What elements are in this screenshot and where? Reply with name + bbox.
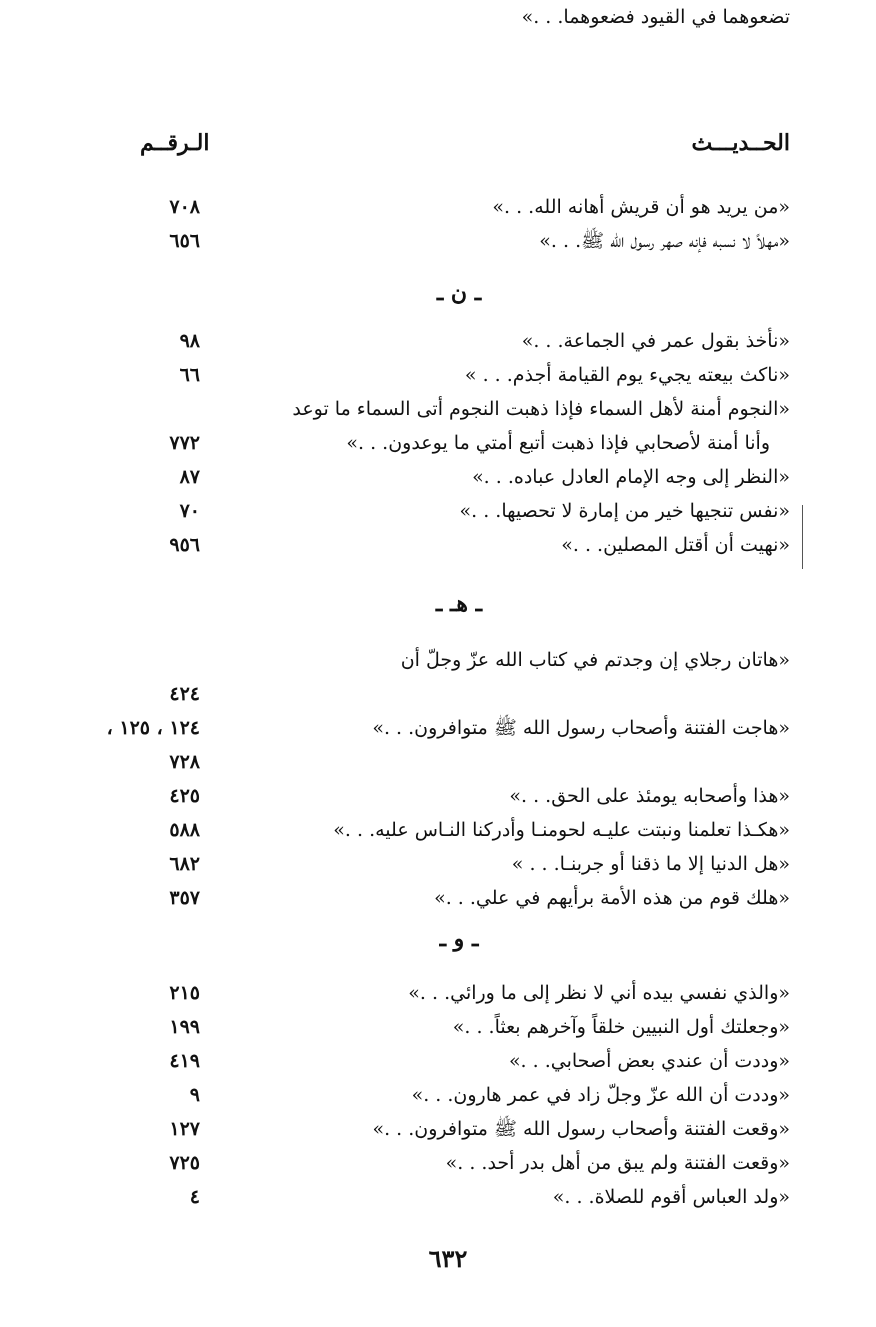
- index-entry-number-row: [0, 1180, 876, 1214]
- section-letter-label: ـ و ـ: [439, 926, 479, 952]
- hadith-text: «هذا وأصحابه يومئذ على الحق. . .»: [509, 785, 790, 807]
- reference-number: ١٢٤ ، ١٢٥ ،: [106, 717, 200, 739]
- index-entry-number-row: [0, 1010, 876, 1044]
- hadith-text: «وددت أن عندي بعض أصحابي. . .»: [508, 1050, 790, 1072]
- section-letter: [0, 922, 876, 956]
- hadith-text: «وددت أن الله عزّ وجلّ زاد في عمر هارون. . .»: [411, 1084, 790, 1106]
- reference-number: ٤: [189, 1186, 200, 1208]
- hadith-text: «هل الدنيا إلا ما ذقنا أو جربنـا. . . »: [511, 853, 790, 875]
- reference-number: ٦٥٦: [169, 230, 200, 252]
- hadith-text: «نفس تنجيها خير من إمارة لا تحصيها. . .»: [459, 500, 790, 522]
- index-entry-number-row: [0, 881, 876, 915]
- hadith-text: «نأخذ بقول عمر في الجماعة. . .»: [521, 330, 790, 352]
- index-entry-number-row: [0, 426, 876, 460]
- hadith-text: «نهيت أن أقتل المصلين. . .»: [561, 534, 790, 556]
- reference-number: ٤٢٤: [169, 683, 200, 705]
- index-entry-number-row: [0, 1146, 876, 1180]
- index-entry-number-row: [0, 460, 876, 494]
- margin-line: [802, 505, 803, 569]
- index-entry-number-row: [0, 976, 876, 1010]
- index-entry-number-row: [0, 494, 876, 528]
- index-entry-line: [0, 0, 876, 34]
- section-letter-label: ـ هـ ـ: [435, 591, 483, 617]
- reference-number: ٢١٥: [169, 982, 200, 1004]
- hadith-text: «مهلاً لا نسبه فإنه صهر رسول الله ﷺ. . .»: [539, 230, 790, 252]
- index-entry-number-row: [0, 1044, 876, 1078]
- reference-number: ٧٠: [179, 500, 200, 522]
- reference-number: ١٢٧: [169, 1118, 200, 1140]
- hadith-text: «من يريد هو أن قريش أهانه الله. . .»: [492, 196, 790, 218]
- hadith-text: «هاجت الفتنة وأصحاب رسول الله ﷺ متوافرون. . .»: [372, 717, 790, 739]
- column-header-number: الـرقــم: [140, 130, 210, 156]
- index-entry-number-row: [0, 779, 876, 813]
- index-entry-number-row: [0, 324, 876, 358]
- reference-number: ٣٥٧: [169, 887, 200, 909]
- index-entry-number-row: [0, 528, 876, 562]
- reference-number: ٦٦: [179, 364, 200, 386]
- index-entry-number-row: [0, 813, 876, 847]
- reference-number: ٩٥٦: [169, 534, 200, 556]
- reference-number: ٥٨٨: [169, 819, 200, 841]
- reference-number: ٨٧: [179, 466, 200, 488]
- reference-number: ٧٠٨: [169, 196, 200, 218]
- index-entry-number-row: [0, 1112, 876, 1146]
- hadith-text: وأنا أمنة لأصحابي فإذا ذهبت أتبع أمتي ما يوعدون. . .»: [346, 432, 770, 454]
- index-entry-number-row: [0, 1078, 876, 1112]
- reference-number: ١٩٩: [169, 1016, 200, 1038]
- section-letter: [0, 587, 876, 621]
- reference-number: ٤١٩: [169, 1050, 200, 1072]
- column-header-hadith: الحــديـــث: [691, 130, 790, 156]
- hadith-text: «النظر إلى وجه الإمام العادل عباده. . .»: [472, 466, 790, 488]
- index-entry-number-row: [0, 224, 876, 258]
- hadith-text: «ناكث بيعته يجيء يوم القيامة أجذم. . . »: [464, 364, 790, 386]
- reference-number: ٩: [189, 1084, 200, 1106]
- reference-number: ٤٢٥: [169, 785, 200, 807]
- hadith-text: «وقعت الفتنة ولم يبق من أهل بدر أحد. . .»: [445, 1152, 790, 1174]
- hadith-text: «النجوم أمنة لأهل السماء فإذا ذهبت النجوم أتى السماء ما توعد: [292, 398, 790, 420]
- reference-number: ٩٨: [179, 330, 200, 352]
- reference-number: ٧٢٨: [169, 751, 200, 773]
- hadith-text: «هلك قوم من هذه الأمة برأيهم في علي. . .»: [434, 887, 790, 909]
- section-letter-label: ـ ن ـ: [436, 280, 482, 306]
- hadith-text: «هاتان رجلاي إن وجدتم في كتاب الله عزّ وجلّ أن: [400, 649, 790, 671]
- index-entry-line: [0, 392, 876, 426]
- reference-number: ٧٧٢: [169, 432, 200, 454]
- page-number: ٦٣٢: [428, 1244, 468, 1273]
- index-entry-line: [0, 643, 876, 677]
- hadith-text: «ولد العباس أقوم للصلاة. . .»: [552, 1186, 790, 1208]
- hadith-text: «هكـذا تعلمنا ونبتت عليـه لحومنـا وأدركنا النـاس عليه. . .»: [333, 819, 790, 841]
- index-entry-number-row: [0, 745, 876, 779]
- index-entry-number-row: [0, 847, 876, 881]
- hadith-text: «والذي نفسي بيده أني لا نظر إلى ما ورائي. . .»: [408, 982, 790, 1004]
- hadith-text: «وجعلتك أول النبيين خلقاً وآخرهم بعثاً. . .»: [452, 1016, 790, 1038]
- section-letter: [0, 276, 876, 310]
- index-entry-number-row: [0, 711, 876, 745]
- hadith-text: تضعوهما في القيود فضعوهما. . .»: [521, 6, 790, 28]
- hadith-text: «وقعت الفتنة وأصحاب رسول الله ﷺ متوافرون. . .»: [372, 1118, 790, 1140]
- reference-number: ٧٢٥: [169, 1152, 200, 1174]
- reference-number: ٦٨٢: [169, 853, 200, 875]
- index-entry-number-row: [0, 677, 876, 711]
- index-entry-number-row: [0, 358, 876, 392]
- index-entry-number-row: [0, 190, 876, 224]
